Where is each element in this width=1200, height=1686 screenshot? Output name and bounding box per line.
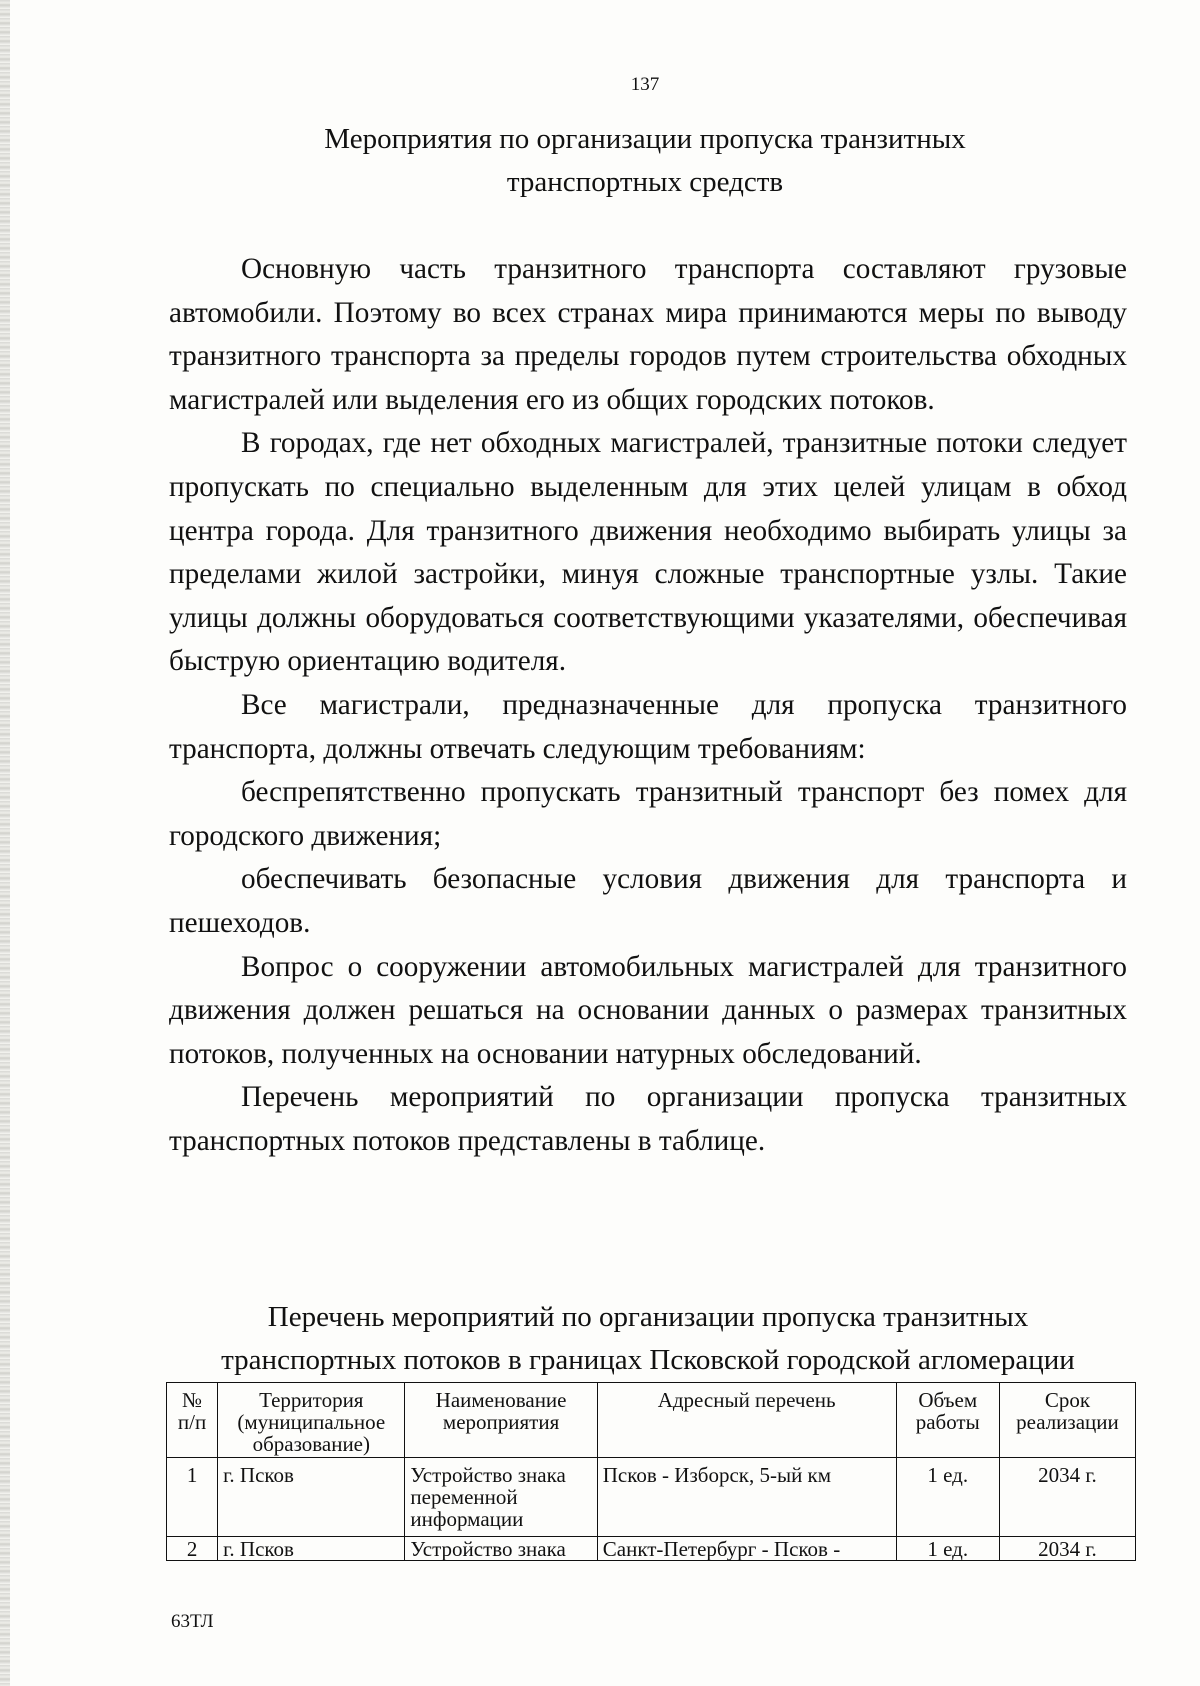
paragraph: Вопрос о сооружении автомобильных магистралей для транзитного движения должен решаться на основании данных о размерах транзитных потоков, полученных на основании натурных обследований. <box>169 950 1127 1070</box>
cell-volume: 1 ед. <box>896 1458 999 1537</box>
table-title <box>169 1296 1127 1382</box>
cell-volume: 1 ед. <box>896 1537 999 1561</box>
paragraph: Все магистрали, предназначенные для пропуска транзитного транспорта, должны отвечать следующим требованиям: <box>169 688 1127 765</box>
paragraph: беспрепятственно пропускать транзитный транспорт без помех для городского движения; <box>169 776 1127 852</box>
paragraph: Основную часть транзитного транспорта составляют грузовые автомобили. Поэтому во всех странах мира принимаются меры по выводу транзитного транспорта за пределы городов путем строительства обходных магистралей или выделения его из общих городских потоков. <box>169 253 1127 416</box>
footer-code: 63ТЛ <box>171 1611 214 1632</box>
cell-term: 2034 г. <box>999 1458 1135 1537</box>
cell-term: 2034 г. <box>999 1537 1135 1561</box>
header-term: Срок реализации <box>999 1383 1135 1458</box>
table-header-row <box>167 1383 1136 1458</box>
cell-address: Санкт-Петербург - Псков - <box>597 1537 896 1561</box>
header-territory: Территория (муниципальное образование) <box>218 1383 405 1458</box>
header-number: № п/п <box>167 1383 218 1458</box>
paragraph: Перечень мероприятий по организации пропуска транзитных транспортных потоков представлены в таблице. <box>169 1081 1127 1157</box>
paragraph: обеспечивать безопасные условия движения для транспорта и пешеходов. <box>169 863 1127 939</box>
cell-territory: г. Псков <box>218 1458 405 1537</box>
scan-edge <box>0 0 10 1686</box>
cell-number: 1 <box>167 1458 218 1537</box>
document-title-line-1: Мероприятия по организации пропуска транзитных <box>324 123 966 155</box>
document-title <box>0 118 1200 204</box>
table-title-line-2: транспортных потоков в границах Псковской городской агломерации <box>221 1344 1075 1376</box>
header-address-list: Адресный перечень <box>597 1383 896 1458</box>
table-row <box>167 1537 1136 1561</box>
body-text <box>169 248 1127 1163</box>
header-work-volume: Объем работы <box>896 1383 999 1458</box>
table-row <box>167 1458 1136 1537</box>
cell-territory: г. Псков <box>218 1537 405 1561</box>
page-number: 137 <box>630 74 660 95</box>
paragraph: В городах, где нет обходных магистралей, транзитные потоки следует пропускать по специально выделенным для этих целей улицам в обход центра города. Для транзитного движения необходимо выбирать улицы за пределами жилой застройки, минуя сложные транспортные узлы. Такие улицы должны оборудоваться соответствующими указателями, обеспечивая быструю ориентацию водителя. <box>169 427 1127 678</box>
table-title-line-1: Перечень мероприятий по организации пропуска транзитных <box>267 1301 1029 1333</box>
cell-measure-name: Устройство знака переменной информации <box>405 1458 597 1537</box>
document-title-line-2: транспортных средств <box>506 166 784 198</box>
cell-number: 2 <box>167 1537 218 1561</box>
cell-address: Псков - Изборск, 5-ый км <box>597 1458 896 1537</box>
measures-table <box>166 1382 1136 1561</box>
header-measure-name: Наименование мероприятия <box>405 1383 597 1458</box>
cell-measure-name: Устройство знака <box>405 1537 597 1561</box>
